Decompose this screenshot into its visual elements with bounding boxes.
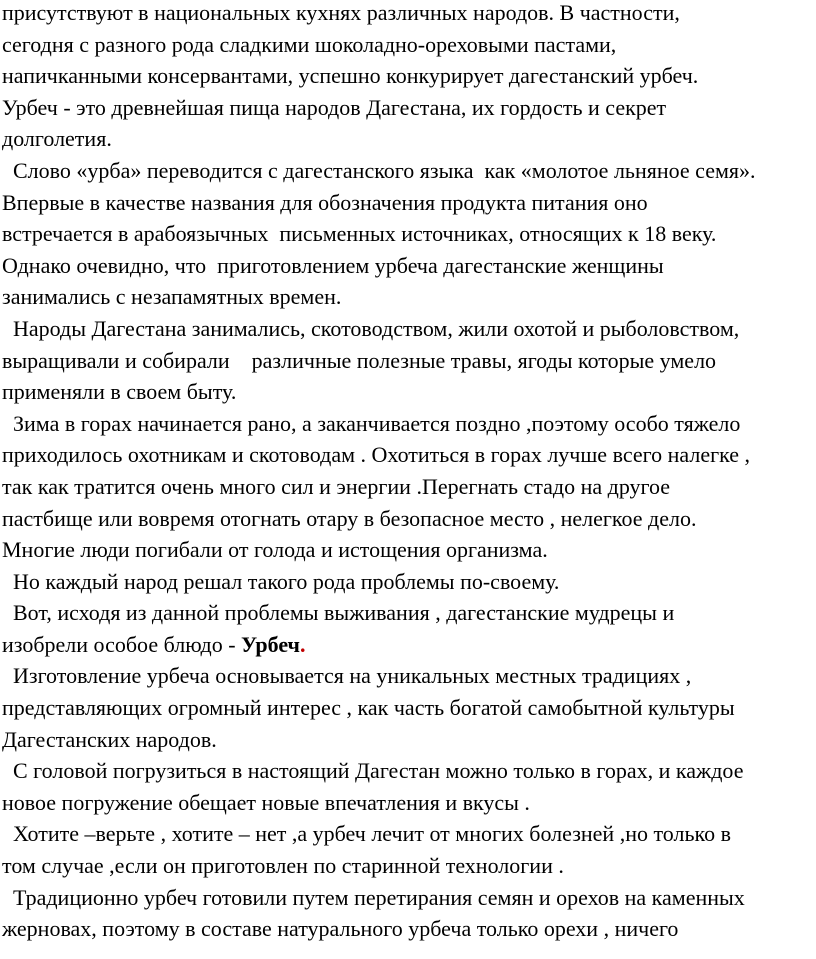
text-line-2: сегодня с разного рода сладкими шоколадно-ореховыми пастами, xyxy=(2,31,617,57)
text-line-8: встречается в арабоязычных письменных источниках, относящих к 18 веку. xyxy=(2,221,717,247)
text-line-9: Однако очевидно, что приготовлением урбеча дагестанские женщины xyxy=(2,252,664,278)
line-21-prefix: изобрели особое блюдо - xyxy=(2,631,242,657)
text-line-15: приходилось охотникам и скотоводам . Охотиться в горах лучше всего налегке , xyxy=(2,442,751,468)
text-line-4: Урбеч - это древнейшая пища народов Дагестана, их гордость и секрет xyxy=(2,94,667,120)
text-line-23: представляющих огромный интерес , как часть богатой самобытной культуры xyxy=(2,695,735,721)
text-line-1: присутствуют в национальных кухнях различных народов. В частности, xyxy=(2,0,680,25)
text-line-14: Зима в горах начинается рано, а заканчивается поздно ,поэтому особо тяжело xyxy=(2,410,741,436)
text-line-16: так как тратится очень много сил и энергии .Перегнать стадо на другое xyxy=(2,473,671,499)
urbech-bold-word: Урбеч xyxy=(241,631,300,657)
text-line-22: Изготовление урбеча основывается на уникальных местных традициях , xyxy=(2,663,692,689)
text-line-18: Многие люди погибали от голода и истощения организма. xyxy=(2,537,548,563)
text-line-12: выращивали и собирали различные полезные травы, ягоды которые умело xyxy=(2,347,717,373)
text-line-17: пастбище или вовремя отогнать отару в безопасное место , нелегкое дело. xyxy=(2,505,697,531)
text-line-3: напичканными консервантами, успешно конкурирует дагестанский урбеч. xyxy=(2,63,699,89)
text-line-5: долголетия. xyxy=(2,126,112,152)
text-line-26: новое погружение обещает новые впечатления и вкусы . xyxy=(2,789,530,815)
text-line-28: том случае ,если он приготовлен по старинной технологии . xyxy=(2,853,564,879)
text-line-13: применяли в своем быту. xyxy=(2,379,237,405)
text-line-11: Народы Дагестана занимались, скотоводством, жили охотой и рыболовством, xyxy=(2,315,740,341)
text-line-10: занимались с незапамятных времен. xyxy=(2,284,342,310)
text-line-6: Слово «урба» переводится с дагестанского языка как «молотое льняное семя». xyxy=(2,157,756,183)
text-line-7: Впервые в качестве названия для обозначения продукта питания оно xyxy=(2,189,648,215)
text-line-30: жерновах, поэтому в составе натурального урбеча только орехи , ничего xyxy=(2,916,679,942)
text-line-21 xyxy=(2,629,814,661)
text-line-20: Вот, исходя из данной проблемы выживания , дагестанские мудрецы и xyxy=(2,600,675,626)
text-line-24: Дагестанских народов. xyxy=(2,726,217,752)
urbech-red-period: . xyxy=(299,631,306,657)
text-line-27: Хотите –верьте , хотите – нет ,а урбеч лечит от многих болезней ,но только в xyxy=(2,821,731,847)
text-line-19: Но каждый народ решал такого рода проблемы по-своему. xyxy=(2,568,560,594)
text-line-29: Традиционно урбеч готовили путем перетирания семян и орехов на каменных xyxy=(2,884,745,910)
text-line-25: С головой погрузиться в настоящий Дагестан можно только в горах, и каждое xyxy=(2,758,744,784)
document-page xyxy=(2,0,814,945)
